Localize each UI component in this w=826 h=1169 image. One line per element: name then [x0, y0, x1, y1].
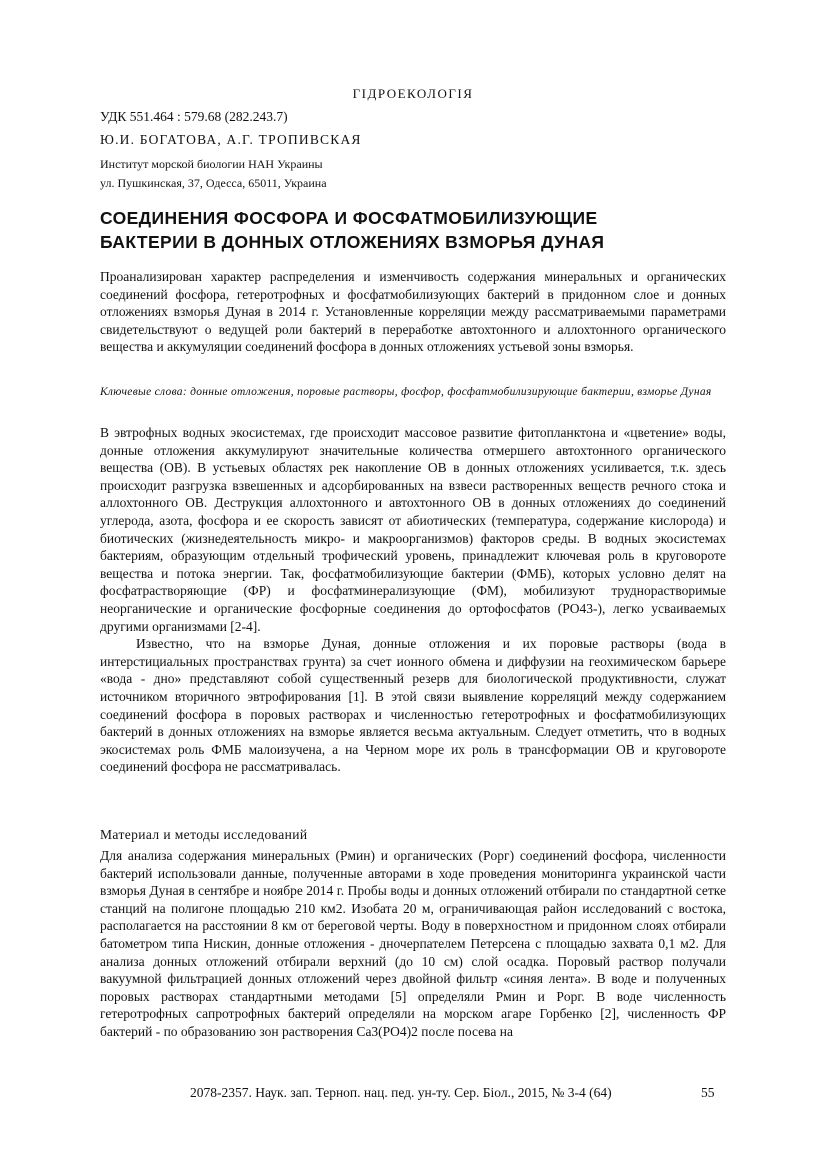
article-title	[100, 206, 730, 254]
article-title-line-2: БАКТЕРИИ В ДОННЫХ ОТЛОЖЕНИЯХ ВЗМОРЬЯ ДУНАЯ	[100, 232, 605, 252]
affiliation-address: ул. Пушкинская, 37, Одесса, 65011, Украина	[100, 176, 327, 190]
page-number: 55	[701, 1085, 715, 1100]
authors: Ю.И. БОГАТОВА, А.Г. ТРОПИВСКАЯ	[100, 132, 362, 147]
methods-heading: Материал и методы исследований	[100, 827, 308, 842]
keywords: Ключевые слова: донные отложения, поровые растворы, фосфор, фосфатмобилизирующие бактерии, взморье Дуная	[100, 386, 712, 398]
methods-section	[100, 847, 726, 1041]
affiliation-institute: Институт морской биологии НАН Украины	[100, 157, 323, 171]
abstract	[100, 268, 726, 356]
footer-citation: 2078-2357. Наук. зап. Терноп. нац. пед. ун-ту. Сер. Біол., 2015, № 3-4 (64)	[190, 1085, 612, 1100]
methods-paragraph: Для анализа содержания минеральных (Pмин) и органических (Pорг) соединений фосфора, численности бактерий использовали данные, полученные авторами в ходе проведения мониторинга украинской части взморья Дуная в сентябре и ноябре 2014 г. Пробы воды и донных отложений отбирали по стандартной сетке станций на полигоне площадью 210 км2. Изобата 20 м, ограничивающая район исследований с востока, располагается на расстоянии 8 км от береговой черты. Воду в поверхностном и придонном слоях отбирали батометром типа Нискин, донные отложения - дночерпателем Петерсена с площадью захвата 0,1 м2. Для анализа донных отложений отбирали верхний (до 10 см) слой осадка. Поровый раствор получали вакуумной фильтрацией донных отложений через двойной фильтр «синяя лента». В воде и полученных поровых растворах стандартными методами [5] определяли Pмин и Pорг. В воде численность гетеротрофных сапротрофных бактерий определяли на морском агаре Горбенко [2], численность ФР бактерий - по образованию зон растворения Ca3(PO4)2 после посева на	[100, 848, 726, 1039]
section-header: ГІДРОЕКОЛОГІЯ	[352, 86, 474, 101]
intro-paragraph-2: Известно, что на взморье Дуная, донные отложения и их поровые растворы (вода в интерстициальных пространствах грунта) за счет ионного обмена и диффузии на геохимическом барьере «вода - дно» представляют собой существенный резерв для биологической продуктивности, служат источником вторичного эвтрофирования [1]. В этой связи выявление корреляций между содержанием соединений фосфора в поровых растворах и численностью гетеротрофных и фосфатмобилизующих бактерий в донных отложениях на взморье является весьма актуальным. Следует отметить, что в водных экосистемах роль ФМБ малоизучена, а на Черном море их роль в трансформации ОВ и круговороте соединений фосфора не рассматривалась.	[100, 636, 726, 775]
introduction	[100, 424, 726, 776]
udc-code: УДК 551.464 : 579.68 (282.243.7)	[100, 109, 288, 124]
article-title-line-1: СОЕДИНЕНИЯ ФОСФОРА И ФОСФАТМОБИЛИЗУЮЩИЕ	[100, 208, 598, 228]
intro-paragraph-1: В эвтрофных водных экосистемах, где происходит массовое развитие фитопланктона и «цветение» воды, донные отложения аккумулируют значительные количества отмершего автохтонного органического вещества (ОВ). В устьевых областях рек накопление ОВ в донных отложениях усиливается, т.к. здесь происходит разгрузка взвешенных и адсорбированных на взвеси растворенных веществ речного стока и аллохтонного ОВ. Деструкция аллохтонного и автохтонного ОВ в донных отложениях до соединений углерода, азота, фосфора и ее скорость зависят от абиотических (температура, содержание кислорода) и биотических (жизнедеятельность микро- и макроорганизмов) факторов среды. В водных экосистемах бактериям, образующим отдельный трофический уровень, принадлежит ключевая роль в круговороте вещества и потока энергии. Так, фосфатмобилизующие бактерии (ФМБ), которых условно делят на фосфатрастворяющие (ФР) и фосфатминерализующие (ФМ), мобилизуют труднорастворимые неорганические и органические фосфорные соединения до ортофосфатов (PO43-), легко усваиваемых другими организмами [2-4].	[100, 425, 726, 634]
abstract-text: Проанализирован характер распределения и изменчивость содержания минеральных и органических соединений фосфора, гетеротрофных и фосфатмобилизующих бактерий в придонном слое и донных отложениях взморья Дуная в 2014 г. Установленные корреляции между рассматриваемыми параметрами свидетельствуют о ведущей роли бактерий в переработке автохтонного и аллохтонного органического вещества и аккумуляции соединений фосфора в донных отложениях устьевой зоны взморья.	[100, 269, 726, 355]
